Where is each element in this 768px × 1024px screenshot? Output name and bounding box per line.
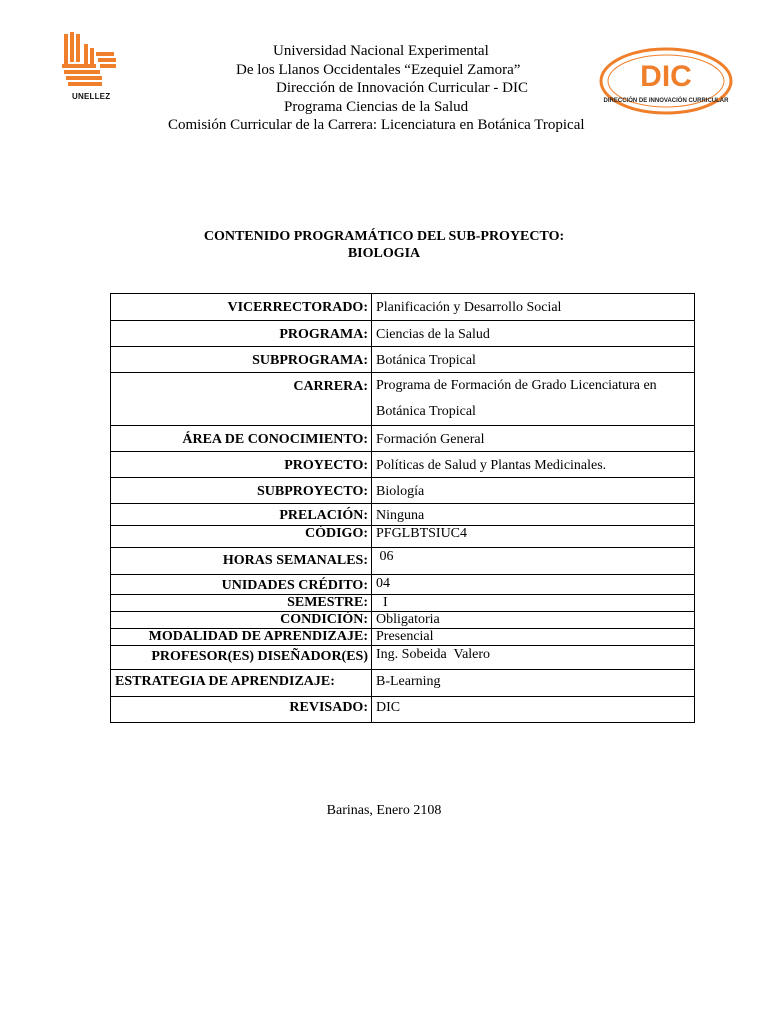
table-row	[111, 646, 695, 670]
table-row	[111, 426, 695, 452]
row-label: ESTRATEGIA DE APRENDIZAJE:	[111, 670, 372, 697]
row-label: PROYECTO:	[111, 452, 372, 478]
table-row	[111, 595, 695, 612]
row-value: Políticas de Salud y Plantas Medicinales.	[372, 452, 695, 478]
row-label: PROFESOR(ES) DISEÑADOR(ES)	[111, 646, 372, 670]
table-row	[111, 294, 695, 321]
svg-text:DIRECCIÓN DE INNOVACIÓN CURRIC: DIRECCIÓN DE INNOVACIÓN CURRICULAR	[603, 98, 729, 104]
document-title	[0, 228, 768, 262]
row-value: PFGLBTSIUC4	[372, 526, 695, 548]
row-value: Biología	[372, 478, 695, 504]
table-row	[111, 612, 695, 629]
row-label: PRELACIÓN:	[111, 504, 372, 526]
row-value: Ninguna	[372, 504, 695, 526]
row-value: I	[372, 595, 695, 612]
table-row	[111, 478, 695, 504]
table-row	[111, 347, 695, 373]
table-row	[111, 697, 695, 723]
row-value: Botánica Tropical	[372, 347, 695, 373]
row-label: UNIDADES CRÉDITO:	[111, 575, 372, 595]
title-line-2: BIOLOGIA	[347, 246, 421, 261]
row-label: CÓDIGO:	[111, 526, 372, 548]
row-label: SUBPROYECTO:	[111, 478, 372, 504]
row-label: PROGRAMA:	[111, 321, 372, 347]
subproject-info-table	[110, 293, 695, 723]
header-line-region: De los Llanos Occidentales “Ezequiel Zamora”	[236, 61, 521, 78]
row-value: 06	[372, 548, 695, 575]
row-value: Ciencias de la Salud	[372, 321, 695, 347]
row-label: CARRERA:	[111, 373, 372, 426]
row-label: SEMESTRE:	[111, 595, 372, 612]
table-row	[111, 321, 695, 347]
row-value: Obligatoria	[372, 612, 695, 629]
row-label: MODALIDAD DE APRENDIZAJE:	[111, 629, 372, 646]
table-row	[111, 629, 695, 646]
header-line-dic: Dirección de Innovación Curricular - DIC	[276, 80, 528, 96]
row-label: VICERRECTORADO:	[111, 294, 372, 321]
row-label: SUBPROGRAMA:	[111, 347, 372, 373]
table-row	[111, 526, 695, 548]
row-value: Planificación y Desarrollo Social	[372, 294, 695, 321]
row-label: CONDICIÓN:	[111, 612, 372, 629]
table-row	[111, 504, 695, 526]
table-row	[111, 575, 695, 595]
table-row	[111, 373, 695, 426]
row-value: Presencial	[372, 629, 695, 646]
svg-text:DIC: DIC	[640, 60, 692, 93]
institution-header	[0, 42, 768, 135]
row-label: HORAS SEMANALES:	[111, 548, 372, 575]
row-value: DIC	[372, 697, 695, 723]
row-value: B-Learning	[372, 670, 695, 697]
place-date: Barinas, Enero 2108	[326, 803, 442, 818]
row-label: ÁREA DE CONOCIMIENTO:	[111, 426, 372, 452]
table-row	[111, 452, 695, 478]
header-line-program: Programa Ciencias de la Salud	[284, 98, 469, 115]
unellez-caption: UNELLEZ	[72, 92, 111, 101]
row-label: REVISADO:	[111, 697, 372, 723]
title-line-1: CONTENIDO PROGRAMÁTICO DEL SUB-PROYECTO:	[203, 229, 565, 244]
table-row	[111, 670, 695, 697]
row-value: Ing. Sobeida Valero	[372, 646, 695, 670]
row-value: 04	[372, 575, 695, 595]
header-line-university: Universidad Nacional Experimental	[273, 43, 489, 59]
table-row	[111, 548, 695, 575]
row-value: Formación General	[372, 426, 695, 452]
row-value: Programa de Formación de Grado Licenciatura en Botánica Tropical	[372, 373, 695, 426]
header-line-commission: Comisión Curricular de la Carrera: Licenciatura en Botánica Tropical	[168, 117, 585, 133]
